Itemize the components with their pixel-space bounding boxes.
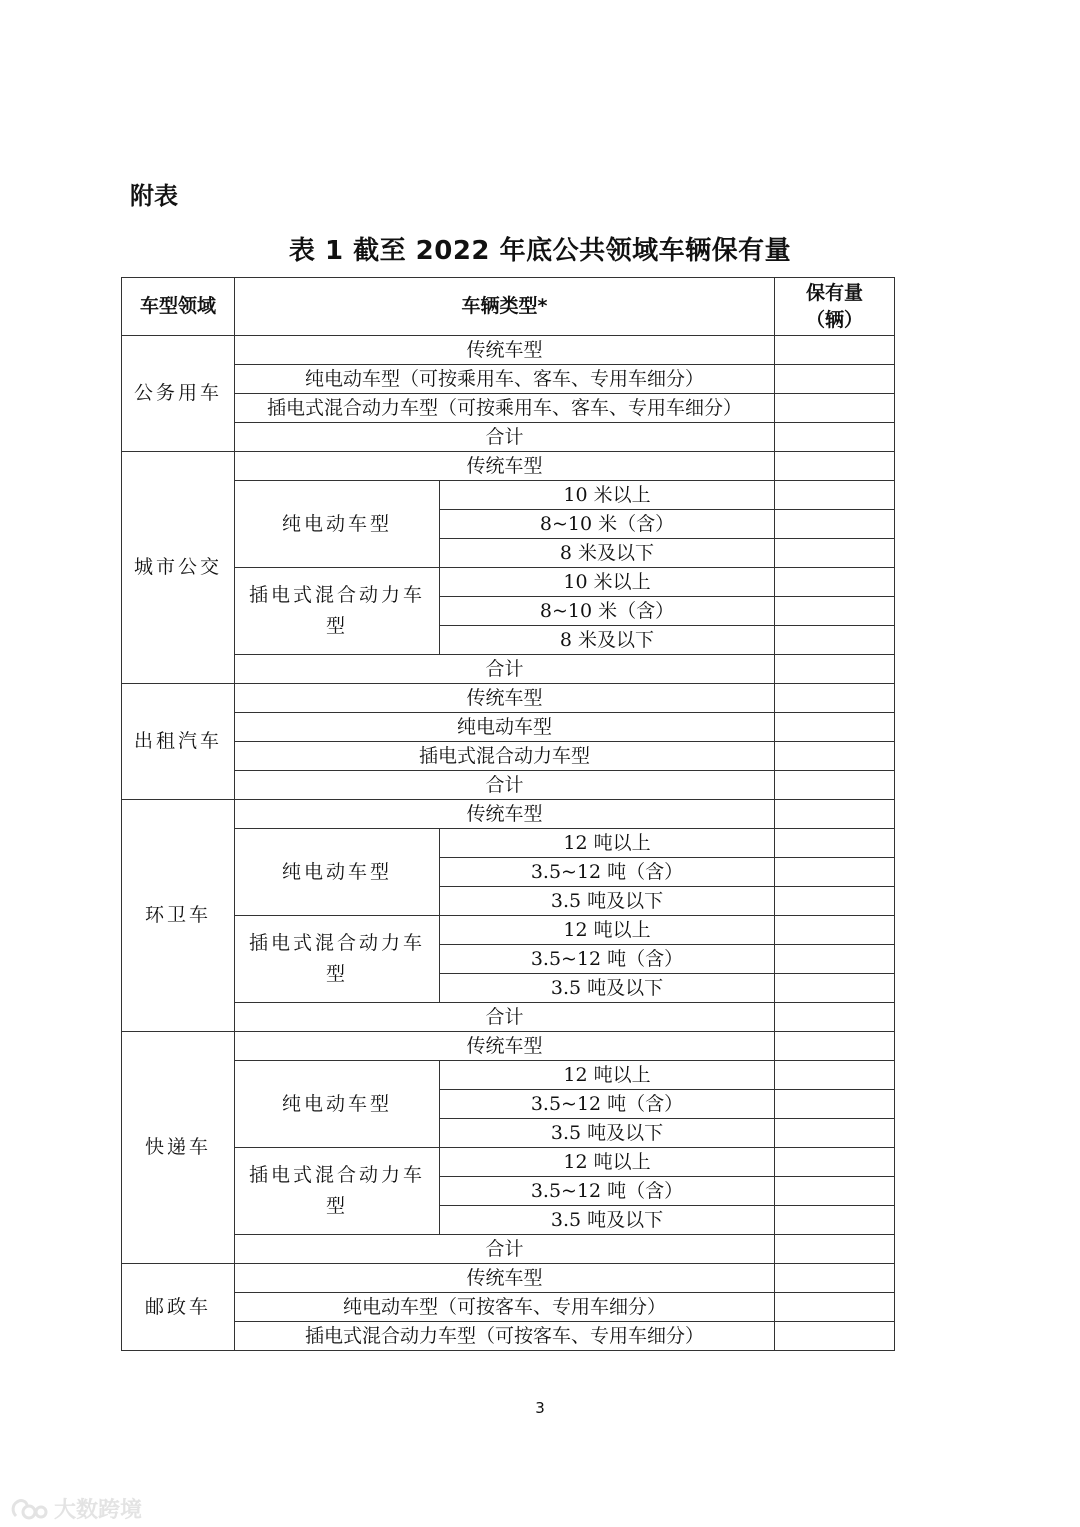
- count-cell[interactable]: [775, 1322, 895, 1351]
- watermark: [10, 1493, 142, 1524]
- count-cell[interactable]: [775, 394, 895, 423]
- header-row: [122, 278, 895, 336]
- total-cell: 合计: [235, 655, 775, 684]
- table-row: [122, 655, 895, 684]
- table-row: [122, 1322, 895, 1351]
- count-cell[interactable]: [775, 1235, 895, 1264]
- size-cell: 8~10 米（含）: [440, 510, 775, 539]
- table-row: [122, 916, 895, 945]
- subtype-cell: 纯电动车型: [235, 829, 440, 916]
- type-cell: 纯电动车型（可按客车、专用车细分）: [235, 1293, 775, 1322]
- type-cell: 传统车型: [235, 452, 775, 481]
- table-row: [122, 365, 895, 394]
- size-cell: 10 米以上: [440, 568, 775, 597]
- count-cell[interactable]: [775, 626, 895, 655]
- type-cell: 插电式混合动力车型（可按客车、专用车细分）: [235, 1322, 775, 1351]
- header-count: [775, 278, 895, 336]
- domain-cell: 公务用车: [122, 336, 235, 452]
- table-row: [122, 1003, 895, 1032]
- type-cell: 纯电动车型（可按乘用车、客车、专用车细分）: [235, 365, 775, 394]
- table-row: [122, 568, 895, 597]
- type-cell: 插电式混合动力车型: [235, 742, 775, 771]
- weight-cell: 3.5 吨及以下: [440, 1206, 775, 1235]
- count-cell[interactable]: [775, 974, 895, 1003]
- watermark-text: 大数跨境: [54, 1498, 143, 1523]
- count-cell[interactable]: [775, 1293, 895, 1322]
- count-cell[interactable]: [775, 829, 895, 858]
- table-row: [122, 1032, 895, 1061]
- table-row: [122, 742, 895, 771]
- total-cell: 合计: [235, 1235, 775, 1264]
- table-row: [122, 336, 895, 365]
- table-row: [122, 423, 895, 452]
- count-cell[interactable]: [775, 1177, 895, 1206]
- vehicle-inventory-table: [121, 277, 895, 1351]
- domain-cell: 环卫车: [122, 800, 235, 1032]
- count-cell[interactable]: [775, 1264, 895, 1293]
- weight-cell: 3.5~12 吨（含）: [440, 945, 775, 974]
- count-cell[interactable]: [775, 684, 895, 713]
- watermark-logo-icon: [10, 1496, 48, 1522]
- type-cell: 传统车型: [235, 1264, 775, 1293]
- weight-cell: 3.5~12 吨（含）: [440, 1177, 775, 1206]
- count-cell[interactable]: [775, 1032, 895, 1061]
- subtype-cell: 插电式混合动力车型: [235, 568, 440, 655]
- page-number: 3: [535, 1399, 545, 1417]
- table-row: [122, 684, 895, 713]
- type-cell: 传统车型: [235, 684, 775, 713]
- total-cell: 合计: [235, 1003, 775, 1032]
- header-count-line1: 保有量: [805, 281, 863, 304]
- type-cell: 传统车型: [235, 800, 775, 829]
- size-cell: 8~10 米（含）: [440, 597, 775, 626]
- weight-cell: 3.5 吨及以下: [440, 974, 775, 1003]
- count-cell[interactable]: [775, 771, 895, 800]
- count-cell[interactable]: [775, 568, 895, 597]
- count-cell[interactable]: [775, 423, 895, 452]
- table-title: 表 1 截至 2022 年底公共领域车辆保有量: [288, 236, 792, 266]
- domain-cell: 邮政车: [122, 1264, 235, 1351]
- domain-cell: 快递车: [122, 1032, 235, 1264]
- table-row: [122, 1293, 895, 1322]
- type-cell: 纯电动车型: [235, 713, 775, 742]
- table-row: [122, 1235, 895, 1264]
- type-cell: 插电式混合动力车型（可按乘用车、客车、专用车细分）: [235, 394, 775, 423]
- count-cell[interactable]: [775, 510, 895, 539]
- count-cell[interactable]: [775, 1119, 895, 1148]
- weight-cell: 12 吨以上: [440, 1061, 775, 1090]
- table-row: [122, 481, 895, 510]
- type-cell: 传统车型: [235, 336, 775, 365]
- count-cell[interactable]: [775, 1061, 895, 1090]
- count-cell[interactable]: [775, 336, 895, 365]
- size-cell: 8 米及以下: [440, 626, 775, 655]
- count-cell[interactable]: [775, 713, 895, 742]
- weight-cell: 3.5 吨及以下: [440, 887, 775, 916]
- total-cell: 合计: [235, 423, 775, 452]
- count-cell[interactable]: [775, 655, 895, 684]
- count-cell[interactable]: [775, 1003, 895, 1032]
- subtype-cell: 插电式混合动力车型: [235, 1148, 440, 1235]
- size-cell: 10 米以上: [440, 481, 775, 510]
- weight-cell: 3.5~12 吨（含）: [440, 858, 775, 887]
- subtype-cell: 纯电动车型: [235, 481, 440, 568]
- weight-cell: 3.5~12 吨（含）: [440, 1090, 775, 1119]
- table-row: [122, 1061, 895, 1090]
- header-domain: 车型领域: [122, 278, 235, 336]
- table-row: [122, 800, 895, 829]
- weight-cell: 3.5 吨及以下: [440, 1119, 775, 1148]
- count-cell[interactable]: [775, 742, 895, 771]
- domain-cell: 出租汽车: [122, 684, 235, 800]
- weight-cell: 12 吨以上: [440, 916, 775, 945]
- count-cell[interactable]: [775, 1148, 895, 1177]
- count-cell[interactable]: [775, 365, 895, 394]
- table-row: [122, 394, 895, 423]
- type-cell: 传统车型: [235, 1032, 775, 1061]
- count-cell[interactable]: [775, 452, 895, 481]
- header-count-line2: （辆）: [805, 308, 863, 331]
- count-cell[interactable]: [775, 858, 895, 887]
- count-cell[interactable]: [775, 597, 895, 626]
- size-cell: 8 米及以下: [440, 539, 775, 568]
- table-row: [122, 1264, 895, 1293]
- count-cell[interactable]: [775, 916, 895, 945]
- table-row: [122, 1148, 895, 1177]
- table-row: [122, 829, 895, 858]
- domain-cell: 城市公交: [122, 452, 235, 684]
- table-row: [122, 713, 895, 742]
- count-cell[interactable]: [775, 1090, 895, 1119]
- table-row: [122, 771, 895, 800]
- count-cell[interactable]: [775, 1206, 895, 1235]
- count-cell[interactable]: [775, 539, 895, 568]
- count-cell[interactable]: [775, 945, 895, 974]
- appendix-heading: 附表: [130, 182, 178, 210]
- weight-cell: 12 吨以上: [440, 829, 775, 858]
- subtype-cell: 纯电动车型: [235, 1061, 440, 1148]
- weight-cell: 12 吨以上: [440, 1148, 775, 1177]
- subtype-cell: 插电式混合动力车型: [235, 916, 440, 1003]
- count-cell[interactable]: [775, 800, 895, 829]
- total-cell: 合计: [235, 771, 775, 800]
- count-cell[interactable]: [775, 887, 895, 916]
- table-row: [122, 452, 895, 481]
- header-vehicle-type: 车辆类型*: [235, 278, 775, 336]
- count-cell[interactable]: [775, 481, 895, 510]
